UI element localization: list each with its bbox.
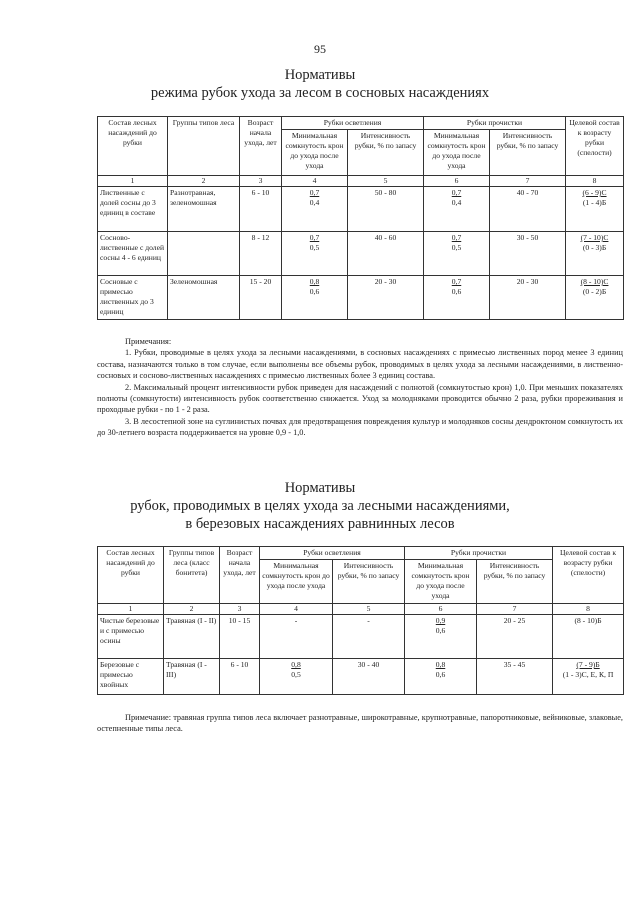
density-before: 0,8 xyxy=(309,277,320,286)
header-min-density-clearing: Минимальная сомкнутость крон до ухода после ухода xyxy=(282,130,348,176)
cell-age: 6 - 10 xyxy=(220,659,260,695)
col-number: 6 xyxy=(405,604,477,615)
header-composition: Состав лесных насаждений до рубки xyxy=(98,117,168,176)
section1-title-line1: Нормативы xyxy=(284,67,356,83)
col-number: 8 xyxy=(553,604,624,615)
header-composition: Состав лесных насаждений до рубки xyxy=(98,547,164,604)
density-before: - xyxy=(294,616,298,625)
cell-target xyxy=(566,232,624,276)
cell-intensity-cleaning: 40 - 70 xyxy=(490,187,566,232)
cell-age: 8 - 12 xyxy=(240,232,282,276)
target-admixture: (0 - 2)Б xyxy=(582,287,607,296)
density-before: 0,7 xyxy=(451,188,462,197)
cell-intensity-cleaning: 20 - 25 xyxy=(477,615,553,659)
density-after: 0,5 xyxy=(309,243,320,252)
note-forest-group: Примечание: травяная группа типов леса включает разнотравные, широкотравные, крупнотравные, папоротниковые, вейниковые, злаковые, остепненные типы леса. xyxy=(97,713,623,734)
target-main: (8 - 10)С xyxy=(580,277,609,286)
cell-intensity-cleaning: 30 - 50 xyxy=(490,232,566,276)
col-number: 7 xyxy=(477,604,553,615)
cell-density-cleaning xyxy=(405,659,477,695)
table-row xyxy=(98,615,624,659)
col-number: 4 xyxy=(260,604,333,615)
cell-density-cleaning xyxy=(424,232,490,276)
cell-intensity-clearing: - xyxy=(333,615,405,659)
density-before: 0,8 xyxy=(291,660,301,669)
cell-intensity-clearing: 20 - 30 xyxy=(348,276,424,320)
cell-composition: Березовые с примесью хвойных xyxy=(98,659,164,695)
density-after: 0,5 xyxy=(451,243,462,252)
density-after: 0,4 xyxy=(451,198,462,207)
cell-intensity-clearing: 40 - 60 xyxy=(348,232,424,276)
cell-age: 6 - 10 xyxy=(240,187,282,232)
cell-intensity-cleaning: 20 - 30 xyxy=(490,276,566,320)
density-after: 0,6 xyxy=(309,287,320,296)
table-row xyxy=(98,232,624,276)
section1-title-line2: режима рубок ухода за лесом в сосновых насаждениях xyxy=(150,85,490,101)
table-row xyxy=(98,187,624,232)
header-age: Возраст начала ухода, лет xyxy=(220,547,260,604)
section2-title-line1: Нормативы xyxy=(284,480,356,496)
density-before: 0,7 xyxy=(309,188,320,197)
cell-composition: Сосново-лиственные с долей сосны 4 - 6 единиц xyxy=(98,232,168,276)
header-intensity-cleaning: Интенсивность рубки, % по запасу xyxy=(477,560,553,604)
cell-density-cleaning xyxy=(405,615,477,659)
header-min-density-cleaning: Минимальная сомкнутость крон до ухода после ухода xyxy=(405,560,477,604)
density-before: 0,9 xyxy=(435,616,446,625)
note-2: 2. Максимальный процент интенсивности рубок приведен для насаждений с полнотой (сомкнутостью крон) 1,0. При меньших показателях полноты (сомкнутости) интенсивность рубок соответственно снижается. Уход за молодняками проводится обычно 2 раза, рубки прореживания и проходные рубки - по 1 - 2 раза. xyxy=(97,382,623,415)
col-number: 5 xyxy=(333,604,405,615)
birch-norms-table xyxy=(97,546,624,695)
cell-forest-group: Зеленомошная xyxy=(168,276,240,320)
target-main: (8 - 10)Б xyxy=(574,616,602,625)
density-after: 0,6 xyxy=(451,287,462,296)
header-target: Целевой состав к возрасту рубки (спелости) xyxy=(553,547,624,604)
target-admixture: (1 - 3)С, Е, К, П xyxy=(562,670,614,679)
cell-density-clearing xyxy=(282,232,348,276)
col-number: 3 xyxy=(240,176,282,187)
table-row xyxy=(98,276,624,320)
col-number: 2 xyxy=(164,604,220,615)
header-intensity-cleaning: Интенсивность рубки, % по запасу xyxy=(490,130,566,176)
col-number: 4 xyxy=(282,176,348,187)
section2-title-line2: рубок, проводимых в целях ухода за лесными насаждениями, xyxy=(130,498,510,514)
target-main: (7 - 9)Б xyxy=(576,660,600,669)
header-target: Целевой состав к возрасту рубки (спелости) xyxy=(566,117,624,176)
cell-composition: Чистые березовые и с примесью осины xyxy=(98,615,164,659)
col-number: 8 xyxy=(566,176,624,187)
header-min-density-clearing: Минимальная сомкнутость крон до ухода после ухода xyxy=(260,560,333,604)
cell-target xyxy=(566,276,624,320)
cell-age: 15 - 20 xyxy=(240,276,282,320)
section2-note xyxy=(97,712,623,735)
header-min-density-cleaning: Минимальная сомкнутость крон до ухода после ухода xyxy=(424,130,490,176)
cell-target xyxy=(553,615,624,659)
header-age: Возраст начала ухода, лет xyxy=(240,117,282,176)
cell-forest-group: Травяная (I - II) xyxy=(164,615,220,659)
col-number: 6 xyxy=(424,176,490,187)
cell-forest-group xyxy=(168,232,240,276)
cell-age: 10 - 15 xyxy=(220,615,260,659)
density-before: 0,7 xyxy=(451,277,462,286)
note-1: 1. Рубки, проводимые в целях ухода за лесными насаждениями, в сосновых насаждениях с примесью лиственных пород менее 3 единиц состава, назначаются только в том случае, если выполнены все объемы рубок, проводимых в целях ухода за лесными насаждениями, в лиственно-сосновых и сосново-лиственных насаждениях с примесью лиственных более 3 единиц состава. xyxy=(97,348,623,381)
cell-density-cleaning xyxy=(424,187,490,232)
cell-density-clearing xyxy=(260,659,333,695)
col-number: 3 xyxy=(220,604,260,615)
density-after: 0,6 xyxy=(435,670,446,679)
cell-density-clearing xyxy=(282,276,348,320)
header-intensity-clearing: Интенсивность рубки, % по запасу xyxy=(348,130,424,176)
table-row xyxy=(98,659,624,695)
density-after: 0,6 xyxy=(435,626,446,635)
col-number: 1 xyxy=(98,176,168,187)
cell-density-cleaning xyxy=(424,276,490,320)
cell-target xyxy=(553,659,624,695)
target-admixture: (0 - 3)Б xyxy=(582,243,607,252)
notes-heading: Примечания: xyxy=(125,337,172,346)
header-cleaning: Рубки прочистки xyxy=(405,547,553,560)
cell-density-clearing xyxy=(282,187,348,232)
cell-forest-group: Травяная (I - III) xyxy=(164,659,220,695)
section2-title-line3: в березовых насаждениях равнинных лесов xyxy=(185,516,455,532)
col-number: 2 xyxy=(168,176,240,187)
col-number: 5 xyxy=(348,176,424,187)
cell-intensity-cleaning: 35 - 45 xyxy=(477,659,553,695)
cell-forest-group: Разнотравная, зеленомошная xyxy=(168,187,240,232)
header-forest-group: Группы типов леса (класс бонитета) xyxy=(164,547,220,604)
header-forest-group: Группы типов леса xyxy=(168,117,240,176)
density-after: 0,5 xyxy=(291,670,301,679)
cell-intensity-clearing: 50 - 80 xyxy=(348,187,424,232)
density-before: 0,7 xyxy=(309,233,320,242)
target-main: (6 - 9)С xyxy=(582,188,607,197)
target-main: (7 - 10)С xyxy=(580,233,609,242)
header-cleaning: Рубки прочистки xyxy=(424,117,566,130)
col-number: 7 xyxy=(490,176,566,187)
page-number: 95 xyxy=(314,42,326,56)
note-3: 3. В лесостепной зоне на суглинистых почвах для предотвращения повреждения культур и молодняков сосны дендроктоном сомкнутость их до 30-летнего возраста поддерживается на уровне 0,9 - 1,0. xyxy=(97,416,623,438)
header-clearing: Рубки осветления xyxy=(282,117,424,130)
target-admixture: (1 - 4)Б xyxy=(582,198,607,207)
density-before: 0,7 xyxy=(451,233,462,242)
density-after: 0,4 xyxy=(309,198,320,207)
cell-intensity-clearing: 30 - 40 xyxy=(333,659,405,695)
cell-composition: Лиственные с долей сосны до 3 единиц в составе xyxy=(98,187,168,232)
density-before: 0,8 xyxy=(435,660,446,669)
cell-target xyxy=(566,187,624,232)
col-number: 1 xyxy=(98,604,164,615)
pine-norms-table xyxy=(97,116,624,320)
cell-density-clearing xyxy=(260,615,333,659)
section1-notes xyxy=(97,336,623,439)
header-clearing: Рубки осветления xyxy=(260,547,405,560)
cell-composition: Сосновые с примесью лиственных до 3 единиц xyxy=(98,276,168,320)
header-intensity-clearing: Интенсивность рубки, % по запасу xyxy=(333,560,405,604)
